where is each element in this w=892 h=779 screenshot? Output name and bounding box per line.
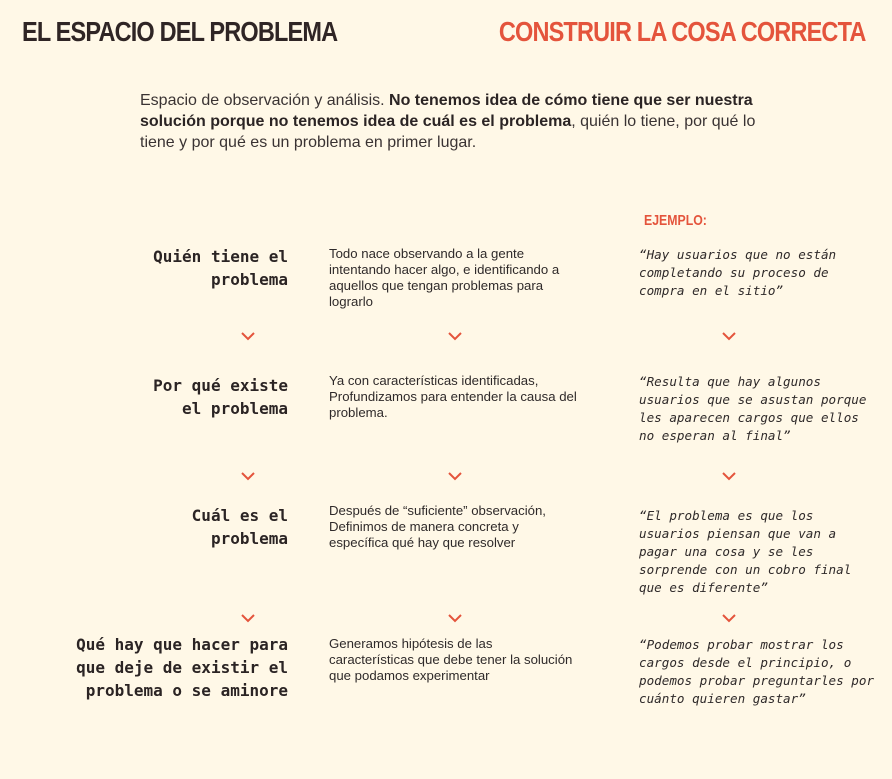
row-question (76, 633, 288, 702)
example-label: EJEMPLO: (644, 212, 707, 229)
question-line: el problema (182, 399, 288, 418)
row-example: “Hay usuarios que no están completando su proceso de compra en el sitio” (639, 247, 837, 298)
chevron-down-icon (721, 331, 737, 341)
row-question (153, 374, 288, 420)
row-example: “Resulta que hay algunos usuarios que se asustan porque les aparecen cargos que ellos no esperan al final” (639, 374, 867, 443)
header-right-title: CONSTRUIR LA COSA CORRECTA (499, 16, 866, 47)
intro-text-end: , quién lo tiene, por qué lo tiene y por qué es un problema en primer lugar. (140, 113, 756, 151)
row-example: “El problema es que los usuarios piensan que van a pagar una cosa y se les sorprende con un cobro final que es diferente” (639, 508, 852, 595)
chevron-down-icon (240, 471, 256, 481)
row-question (153, 245, 288, 291)
header-left-title: EL ESPACIO DEL PROBLEMA (22, 16, 338, 47)
row-description: Generamos hipótesis de las características que debe tener la solución que podamos experimentar (329, 636, 573, 683)
question-line: problema o se aminore (85, 681, 288, 700)
chevron-down-icon (447, 613, 463, 623)
chevron-down-icon (721, 613, 737, 623)
intro-text-start: Espacio de observación y análisis. (140, 92, 390, 109)
row-description: Después de “suficiente” observación, Definimos de manera concreta y específica qué hay que resolver (329, 503, 546, 550)
question-line: problema (210, 270, 288, 289)
question-line: problema (210, 529, 288, 548)
row-question (192, 504, 288, 550)
question-line: Qué hay que hacer para (76, 635, 288, 654)
question-line: Cuál es el (191, 506, 288, 525)
question-line: Por qué existe (153, 376, 288, 395)
chevron-down-icon (240, 331, 256, 341)
chevron-down-icon (447, 331, 463, 341)
intro-text-bold: No tenemos idea de cómo tiene que ser nuestra solución porque no tenemos idea de cuál es el problema (140, 92, 753, 130)
question-line: Quién tiene el (153, 247, 288, 266)
row-description: Ya con características identificadas, Profundizamos para entender la causa del problema. (329, 373, 577, 420)
row-example: “Podemos probar mostrar los cargos desde el principio, o podemos probar preguntarles por cuánto quieren gastar” (639, 637, 875, 706)
chevron-down-icon (721, 471, 737, 481)
chevron-down-icon (447, 471, 463, 481)
intro-paragraph (140, 90, 760, 153)
row-description: Todo nace observando a la gente intentando hacer algo, e identificando a aquellos que tengan problemas para lograrlo (329, 246, 560, 309)
question-line: que deje de existir el (76, 658, 288, 677)
chevron-down-icon (240, 613, 256, 623)
